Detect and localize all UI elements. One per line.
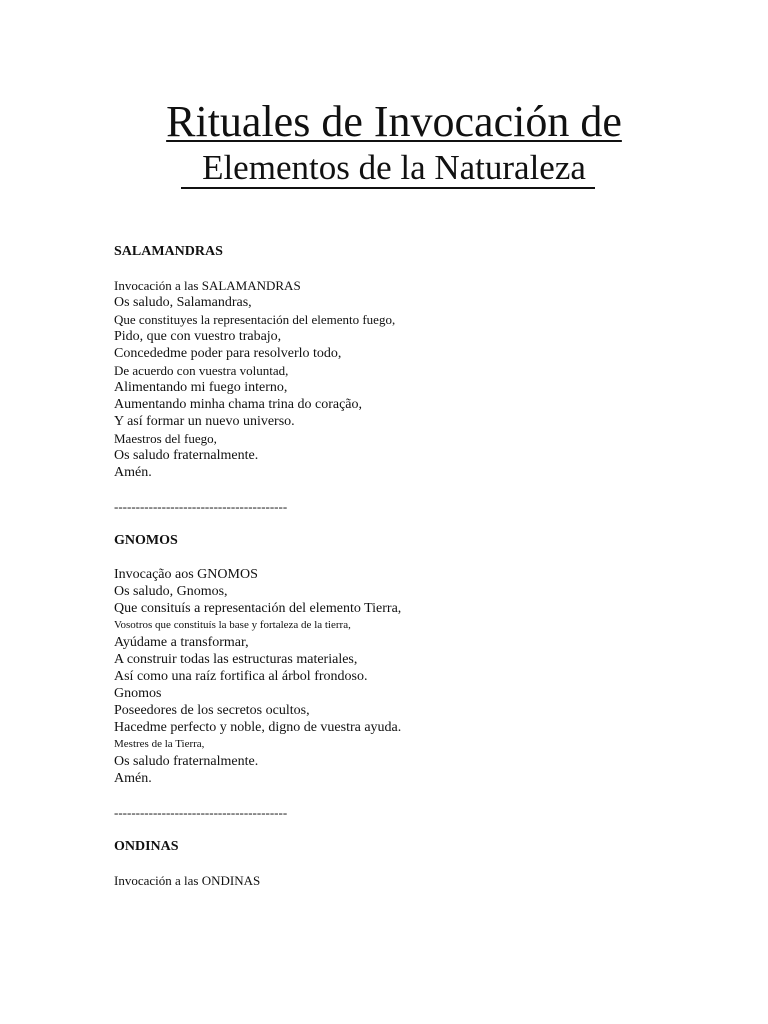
verse-line: Amén. (114, 465, 152, 480)
verse-line: Pido, que con vuestro trabajo, (114, 329, 282, 344)
verse-line: Ayúdame a transformar, (114, 635, 249, 650)
invocation-title: Invocación a las SALAMANDRAS (114, 278, 301, 293)
verse-line: Gnomos (114, 686, 162, 701)
invocation-title: Invocación a las ONDINAS (114, 873, 261, 888)
title-underline (181, 187, 595, 189)
verse-line: Alimentando mi fuego interno, (114, 380, 288, 395)
section-separator: ---------------------------------------- (114, 499, 288, 514)
verse-line: Aumentando minha chama trina do coração, (114, 397, 363, 412)
verse-line: Maestros del fuego, (114, 431, 217, 446)
verse-line: De acuerdo con vuestra voluntad, (114, 363, 289, 378)
verse-line: A construir todas las estructuras materiales, (114, 652, 358, 667)
verse-line: Que constituyes la representación del elemento fuego, (114, 312, 396, 327)
verse-line: Vosotros que constituís la base y fortaleza de la tierra, (114, 619, 351, 631)
verse-line: Que consituís a representación del elemento Tierra, (114, 601, 402, 616)
verse-line: Concededme poder para resolverlo todo, (114, 346, 342, 361)
document-subtitle: Elementos de la Naturaleza (202, 148, 586, 187)
invocation-title: Invocação aos GNOMOS (114, 567, 258, 582)
verse-line: Os saludo fraternalmente. (114, 448, 259, 463)
verse-line: Y así formar un nuevo universo. (114, 414, 295, 429)
section-heading: GNOMOS (114, 533, 178, 548)
verse-line: Así como una raíz fortifica al árbol frondoso. (114, 669, 368, 684)
document-body (114, 243, 734, 889)
verse-line: Os saludo, Salamandras, (114, 295, 252, 310)
verse-line: Os saludo fraternalmente. (114, 754, 259, 769)
section-separator: ---------------------------------------- (114, 805, 288, 820)
verse-line: Hacedme perfecto y noble, digno de vuestra ayuda. (114, 720, 402, 735)
section-gnomos (114, 532, 734, 787)
section-ondinas (114, 838, 734, 889)
section-heading: ONDINAS (114, 839, 179, 854)
section-salamandras (114, 243, 734, 481)
verse-line: Os saludo, Gnomos, (114, 584, 228, 599)
document-title: Rituales de Invocación de (166, 97, 622, 146)
verse-line: Mestres de la Tierra, (114, 738, 205, 750)
section-heading: SALAMANDRAS (114, 244, 223, 259)
verse-line: Amén. (114, 771, 152, 786)
verse-line: Poseedores de los secretos ocultos, (114, 703, 310, 718)
